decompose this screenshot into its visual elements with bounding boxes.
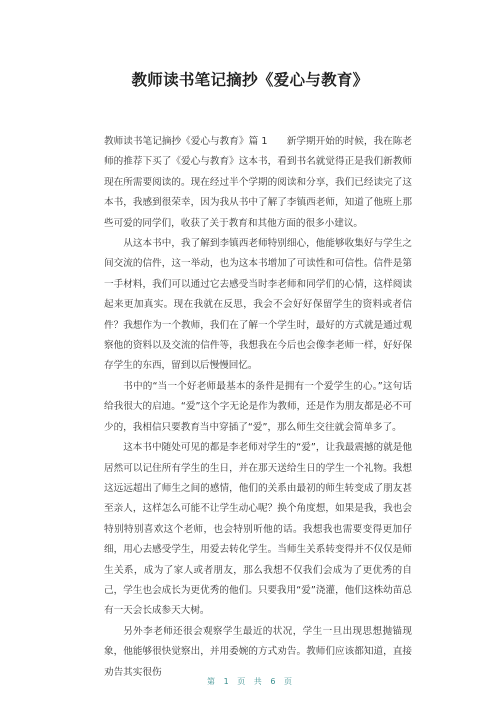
footer-current-page: 1 [223, 677, 230, 686]
footer-middle: 页 [237, 677, 247, 686]
footer-total-prefix: 共 [253, 677, 263, 686]
paragraph-1: 教师读书笔记摘抄《爱心与教育》篇 1 新学期开始的时候，我在陈老师的推荐下买了《爱心与教育》这本书，看到书名就觉得正是我们新教师现在所需要阅读的。现在经过半个学期的阅读和分享，我们已经读完了这本书，我感到很荣幸，因为我从书中了解了李镇西老师，知道了他班上那些可爱的同学们，收获了关于教育和其他方面的很多小建议。 [104, 136, 412, 229]
paragraph-5: 另外李老师还很会观察学生最近的状况，学生一旦出现思想抛锚现象，他能够很快觉察出，并用委婉的方式劝告。教师们应该都知道，直接劝告其实很伤 [104, 625, 412, 678]
paragraph-4: 这本书中随处可见的都是李老师对学生的“爱”，让我最震撼的就是他居然可以记住所有学生的生日，并在那天送给生日的学生一个礼物。我想这远远超出了师生之间的感情，他们的关系由最初的师生转变成了朋友甚至亲人，这样怎么可能不让学生动心呢？换个角度想，如果是我，我也会特别特别喜欢这个老师，也会特别听他的话。我想我也需要变得更加仔细，用心去感受学生，用爱去转化学生。当师生关系转变得并不仅仅是师生关系，成为了家人或者朋友，那么我想不仅我们会成为了更优秀的自己，学生也会成长为更优秀的他们。只要我用“爱”浇灌，他们这株幼苗总有一天会长成参天大树。 [104, 442, 412, 617]
paragraph-3: 书中的“当一个好老师最基本的条件是拥有一个爱学生的心。”这句话给我很大的启迪。“爱”这个字无论是作为教师，还是作为朋友都是必不可少的，我相信只要教育当中穿插了“爱”，那么师生交往就会简单多了。 [104, 380, 412, 433]
document-title: 教师读书笔记摘抄《爱心与教育》 [131, 71, 369, 89]
footer-total-pages: 6 [270, 677, 277, 686]
footer-prefix: 第 [207, 677, 217, 686]
footer-suffix: 页 [283, 677, 293, 686]
page-footer [0, 676, 500, 687]
paragraph-2: 从这本书中，我了解到李镇西老师特别细心，他能够收集好与学生之间交流的信件，这一举动，也为这本书增加了可读性和可信性。信件是第一手材料，我们可以通过它去感受当时李老师和同学们的心情，这样阅读起来更加真实。现在我就在反思，我会不会好好保留学生的资料或者信件？我想作为一个教师，我们在了解一个学生时，最好的方式就是通过观察他的资料以及交流的信件等，我想我在今后也会像李老师一样，好好保存学生的东西，留到以后慢慢回忆。 [104, 238, 412, 372]
document-body [104, 132, 412, 683]
